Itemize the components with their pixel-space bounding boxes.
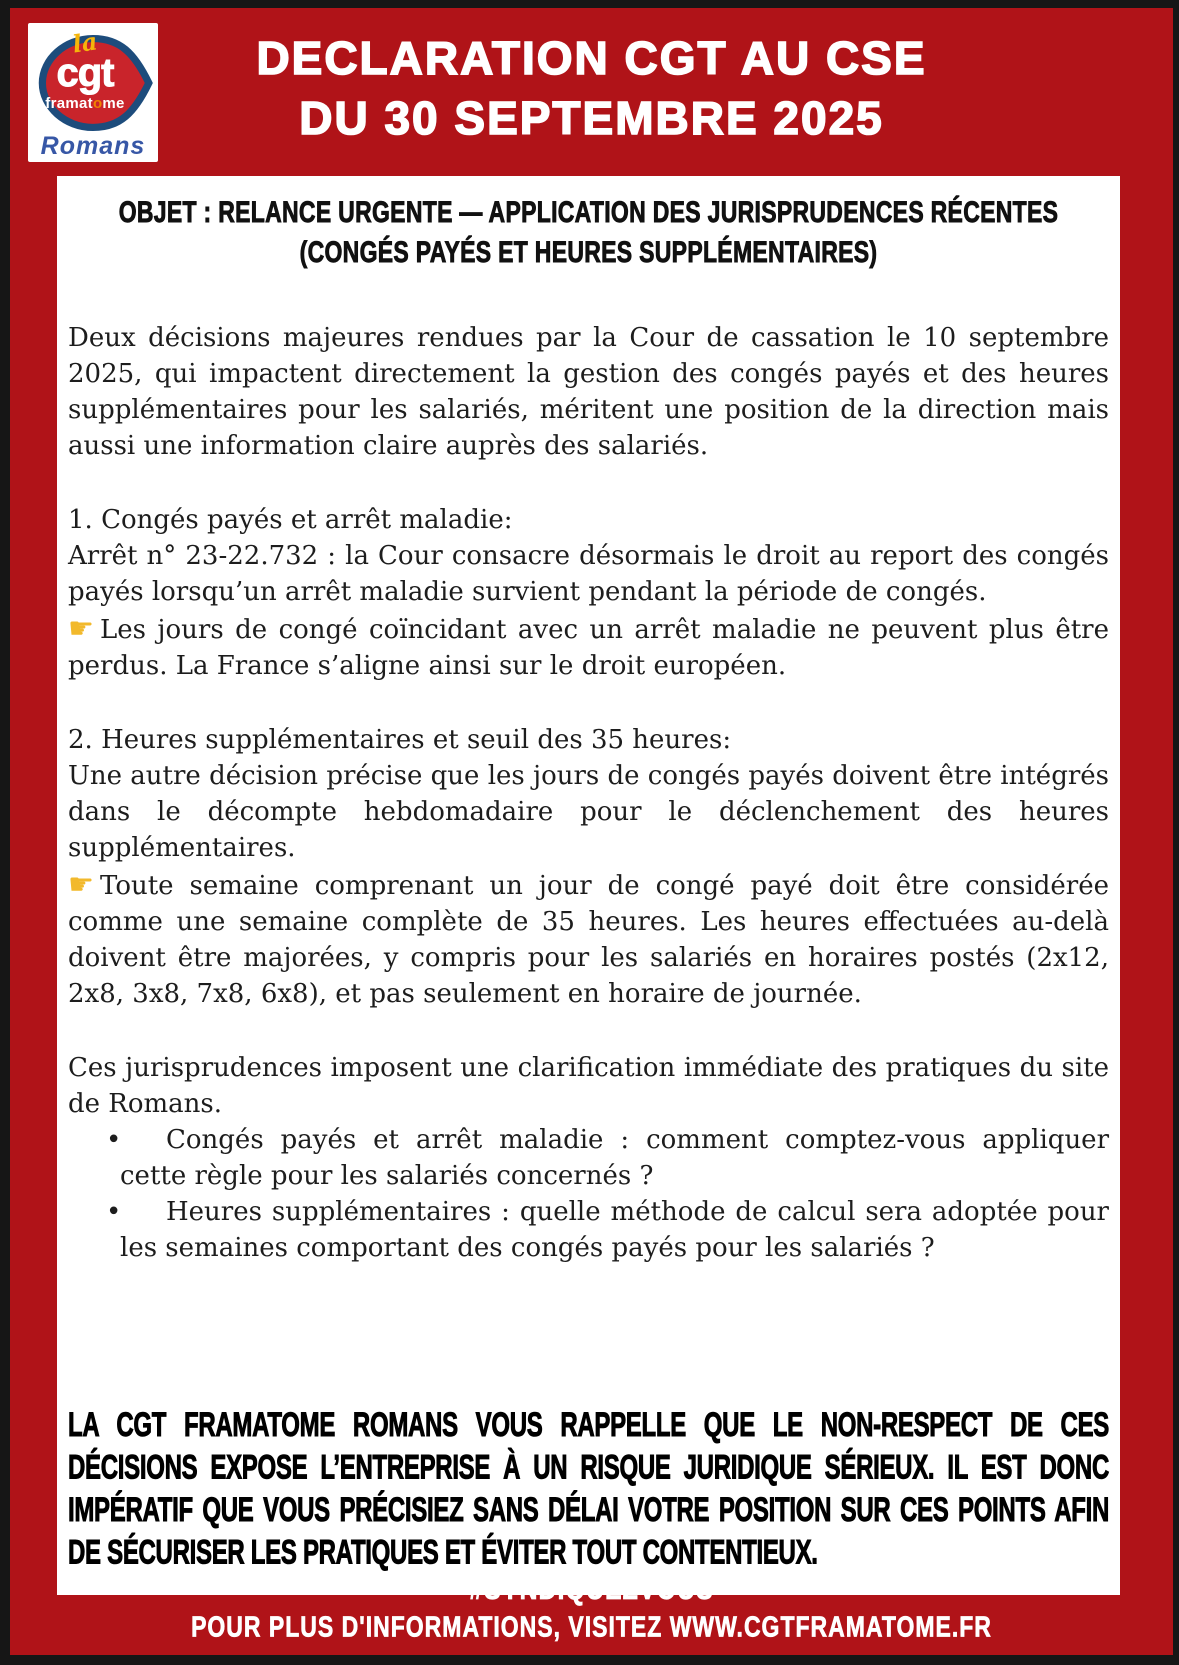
document-body [68, 320, 1109, 1266]
pointing-hand-icon: ☛ [68, 611, 94, 645]
footer [10, 1570, 1173, 1645]
section2-pointer-text: Toute semaine comprenant un jour de congé payé doit être considérée comme une semaine complète de 35 heures. Les heures effectuées au-delà doivent être majorées, y compris pour les salariés en horaires postés (2x12, 2x8, 3x8, 7x8, 6x8), et pas seulement en horaire de journée. [68, 871, 1109, 1009]
questions-list [68, 1122, 1109, 1266]
subject-line-2: (CONGÉS PAYÉS ET HEURES SUPPLÉMENTAIRES) [299, 234, 878, 269]
pointing-hand-icon: ☛ [68, 867, 94, 901]
section2-pointer [68, 866, 1109, 1012]
logo-framatome-post: me [102, 95, 125, 112]
spacer [68, 1012, 1109, 1050]
logo-la-text: la [70, 26, 100, 59]
content-card [57, 176, 1120, 1595]
intro-paragraph: Deux décisions majeures rendues par la Cour de cassation le 10 septembre 2025, qui impactent directement la gestion des congés payés et des heures supplémentaires pour les salariés, méritent une position de la direction mais aussi une information claire auprès des salariés. [68, 323, 1109, 461]
section1-body: Arrêt n° 23-22.732 : la Cour consacre désormais le droit au report des congés payés lorsqu’un arrêt maladie survient pendant la période de congés. [68, 541, 1109, 607]
footer-info-text: POUR PLUS D'INFORMATIONS, VISITEZ WWW.CGTFRAMATOME.FR [191, 1610, 992, 1643]
spacer [68, 684, 1109, 722]
clarification-paragraph: Ces jurisprudences imposent une clarification immédiate des pratiques du site de Romans. [68, 1053, 1109, 1119]
title-line-1: DECLARATION CGT AU CSE [256, 32, 927, 84]
section1-heading: 1. Congés payés et arrêt maladie: [68, 505, 513, 535]
logo-framatome-o: o [92, 95, 103, 112]
flyer-page [10, 8, 1173, 1655]
subject-heading [57, 192, 1120, 273]
section1-pointer [68, 610, 1109, 684]
warning-statement: LA CGT FRAMATOME ROMANS VOUS RAPPELLE QUE LE NON-RESPECT DE CES DÉCISIONS EXPOSE L’ENTREPRISE À UN RISQUE JURIDIQUE SÉRIEUX. IL EST DONC IMPÉRATIF QUE VOUS PRÉCISIEZ SANS DÉLAI VOTRE POSITION SUR CES POINTS AFIN DE SÉCURISER LES PRATIQUES ET ÉVITER TOUT CONTENTIEUX. [68, 1406, 1109, 1573]
logo-cgt-text: cgt [56, 51, 114, 95]
logo-romans-text: Romans [40, 132, 146, 160]
question-item: • Heures supplémentaires : quelle méthode de calcul sera adoptée pour les semaines comportant des congés payés pour les salariés ? [68, 1194, 1109, 1266]
title-line-2: DU 30 SEPTEMBRE 2025 [299, 92, 884, 144]
section1-pointer-text: Les jours de congé coïncidant avec un arrêt maladie ne peuvent plus être perdus. La France s’aligne ainsi sur le droit européen. [68, 615, 1109, 681]
page-title [10, 28, 1173, 148]
subject-line-1: OBJET : RELANCE URGENTE — APPLICATION DES JURISPRUDENCES RÉCENTES [118, 194, 1059, 229]
question-item: • Congés payés et arrêt maladie : comment comptez-vous appliquer cette règle pour les salariés concernés ? [68, 1122, 1109, 1194]
hashtag-text: #SYNDIQUEZVOUS [469, 1571, 714, 1607]
section2-body: Une autre décision précise que les jours de congés payés doivent être intégrés dans le décompte hebdomadaire pour le déclenchement des heures supplémentaires. [68, 761, 1109, 863]
spacer [68, 464, 1109, 502]
logo-framatome-pre: framat [45, 95, 93, 112]
section2-heading: 2. Heures supplémentaires et seuil des 35 heures: [68, 725, 732, 755]
